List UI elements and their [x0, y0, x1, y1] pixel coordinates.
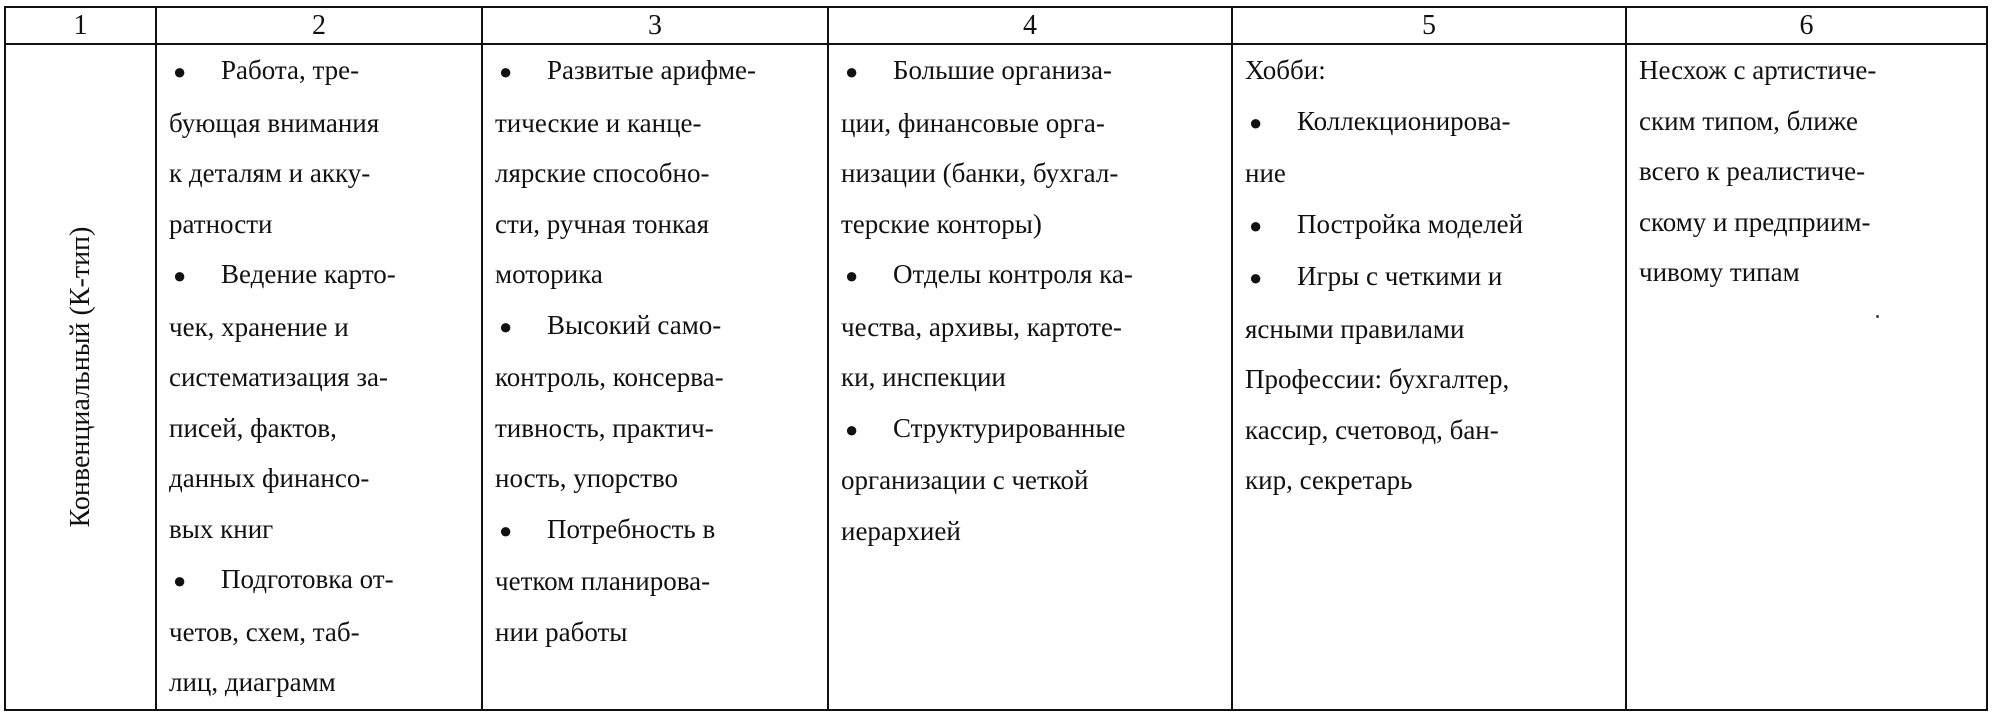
text-line: [169, 554, 475, 607]
line-text: Потребность в: [547, 513, 716, 544]
line-text: ским типом, ближе: [1639, 105, 1858, 136]
text-line: [841, 302, 1225, 353]
text-line: [841, 199, 1225, 250]
line-text: бующая внимания: [169, 107, 380, 138]
text-line: [1245, 405, 1619, 456]
text-line: [1639, 45, 1980, 96]
line-text: четком планирова-: [495, 566, 711, 596]
line-text: ясными правилами: [1245, 313, 1465, 344]
text-line: [1245, 45, 1619, 96]
text-line: [495, 98, 821, 149]
text-line: [169, 98, 475, 149]
column-2-cell: [156, 44, 482, 710]
line-text: нии работы: [495, 616, 628, 647]
row-label: Конвенциальный (К-тип): [64, 226, 96, 528]
text-line: [495, 607, 821, 658]
line-text: кассир, счетовод, бан-: [1245, 414, 1499, 445]
bullet-icon: ●: [1249, 212, 1263, 238]
header-cell-5: 5: [1232, 7, 1626, 44]
line-text: данных финансо-: [169, 463, 370, 493]
column-4-text: [829, 45, 1231, 556]
text-line: [169, 607, 475, 658]
column-2-text: [157, 45, 481, 708]
scan-speck: [1876, 315, 1879, 318]
text-line: [841, 148, 1225, 199]
text-line: [169, 453, 475, 504]
text-line: [495, 453, 821, 504]
classification-table: [4, 6, 1988, 711]
text-line: [169, 199, 475, 250]
line-text: контроль, консерва-: [495, 362, 724, 392]
text-line: [841, 403, 1225, 456]
text-line: [1245, 304, 1619, 355]
text-line: [169, 302, 475, 353]
line-text: Развитые арифме-: [547, 55, 757, 85]
text-line: [1245, 199, 1619, 252]
text-line: [841, 249, 1225, 302]
text-line: [495, 148, 821, 199]
line-text: Структурированные: [893, 412, 1126, 443]
line-text: организации с четкой: [841, 465, 1089, 495]
text-line: [169, 45, 475, 98]
line-text: Высокий само-: [547, 309, 722, 340]
header-row: [5, 7, 1987, 44]
line-text: Подготовка от-: [221, 564, 394, 594]
header-cell-2: 2: [156, 7, 482, 44]
text-line: [841, 352, 1225, 403]
text-line: [1639, 146, 1980, 197]
line-text: Большие организа-: [893, 55, 1113, 85]
text-line: [1245, 354, 1619, 405]
line-text: чивому типам: [1639, 257, 1800, 287]
text-line: [495, 556, 821, 607]
text-line: [841, 506, 1225, 557]
header-cell-3: 3: [482, 7, 828, 44]
text-line: [1245, 251, 1619, 304]
line-text: ность, упорство: [495, 463, 679, 493]
column-5-cell: [1232, 44, 1626, 710]
line-text: лярские способно-: [495, 158, 710, 188]
bullet-icon: ●: [173, 59, 187, 84]
text-line: [169, 657, 475, 708]
text-line: [1245, 148, 1619, 199]
line-text: чества, архивы, картоте-: [841, 311, 1122, 342]
line-text: тивность, практич-: [495, 412, 714, 443]
line-text: к деталям и акку-: [169, 158, 371, 188]
bullet-icon: ●: [499, 517, 513, 543]
bullet-icon: ●: [499, 313, 513, 339]
line-text: Несхож с артистиче-: [1639, 55, 1877, 85]
line-text: ние: [1245, 158, 1286, 188]
line-text: Постройка моделей: [1297, 208, 1524, 239]
line-text: сти, ручная тонкая: [495, 208, 710, 239]
text-line: [169, 148, 475, 199]
column-3-text: [483, 45, 827, 657]
header-cell-6: 6: [1626, 7, 1987, 44]
line-text: Работа, тре-: [221, 55, 360, 85]
header-cell-4: 4: [828, 7, 1232, 44]
header-cell-1: 1: [5, 7, 156, 44]
line-text: Ведение карто-: [221, 259, 396, 289]
line-text: иерархией: [841, 515, 961, 546]
line-text: Игры с четкими и: [1297, 261, 1503, 291]
column-3-cell: [482, 44, 828, 710]
text-line: [495, 300, 821, 353]
line-text: писей, фактов,: [169, 412, 337, 443]
bullet-icon: ●: [1249, 109, 1263, 135]
line-text: Хобби:: [1245, 55, 1326, 85]
bullet-icon: ●: [845, 59, 859, 84]
bullet-icon: ●: [845, 416, 859, 442]
line-text: терские конторы): [841, 208, 1042, 239]
bullet-icon: ●: [845, 263, 859, 288]
line-text: лиц, диаграмм: [169, 667, 336, 697]
line-text: Коллекционирова-: [1297, 105, 1511, 136]
column-6-text: [1627, 45, 1986, 298]
text-line: [169, 504, 475, 555]
line-text: Профессии: бухгалтер,: [1245, 364, 1510, 394]
text-line: [1245, 96, 1619, 149]
text-line: [495, 249, 821, 300]
text-line: [1639, 96, 1980, 147]
line-text: ратности: [169, 208, 273, 239]
line-text: кир, секретарь: [1245, 465, 1413, 495]
line-text: ки, инспекции: [841, 362, 1006, 392]
text-line: [841, 98, 1225, 149]
row-label-cell: [5, 44, 156, 710]
text-line: [169, 249, 475, 302]
text-line: [841, 455, 1225, 506]
text-line: [841, 45, 1225, 98]
content-row: [5, 44, 1987, 710]
line-text: тические и канце-: [495, 107, 702, 138]
text-line: [495, 504, 821, 557]
line-text: систематизация за-: [169, 362, 388, 392]
bullet-icon: ●: [499, 59, 513, 84]
line-text: скому и предприим-: [1639, 206, 1871, 237]
text-line: [1639, 247, 1980, 298]
line-text: моторика: [495, 259, 603, 289]
text-line: [495, 403, 821, 454]
bullet-icon: ●: [173, 568, 187, 593]
line-text: низации (банки, бухгал-: [841, 158, 1119, 188]
text-line: [169, 403, 475, 454]
text-line: [169, 352, 475, 403]
bullet-icon: ●: [1249, 265, 1263, 290]
text-line: [495, 352, 821, 403]
text-line: [495, 199, 821, 250]
bullet-icon: ●: [173, 263, 187, 288]
text-line: [495, 45, 821, 98]
text-line: [1245, 455, 1619, 506]
line-text: Отделы контроля ка-: [893, 259, 1133, 289]
column-6-cell: [1626, 44, 1987, 710]
line-text: ции, финансовые орга-: [841, 107, 1105, 138]
line-text: четов, схем, таб-: [169, 616, 360, 647]
line-text: вых книг: [169, 513, 274, 544]
column-5-text: [1233, 45, 1625, 506]
line-text: всего к реалистиче-: [1639, 156, 1866, 186]
text-line: [1639, 197, 1980, 248]
line-text: чек, хранение и: [169, 311, 349, 342]
column-4-cell: [828, 44, 1232, 710]
